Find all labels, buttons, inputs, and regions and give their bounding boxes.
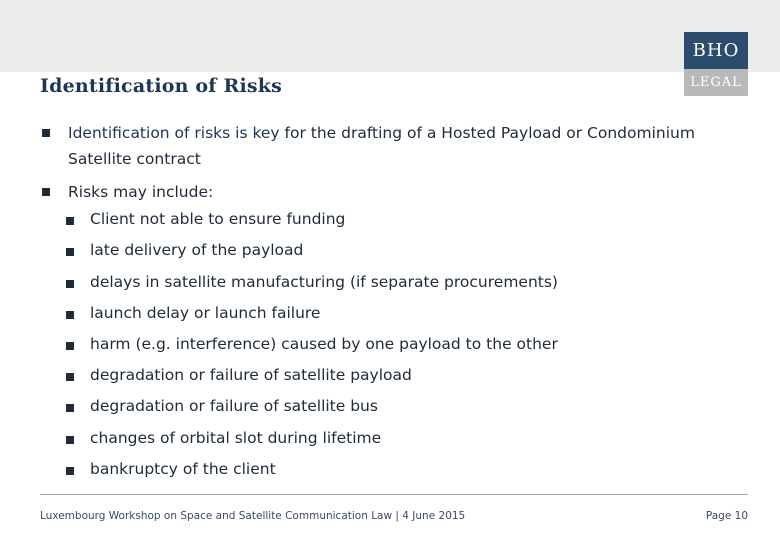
risk-text: harm (e.g. interference) caused by one payload to the other bbox=[90, 335, 558, 353]
risk-text: launch delay or launch failure bbox=[90, 304, 321, 322]
header-band bbox=[0, 0, 780, 72]
logo-upper: BHO bbox=[684, 32, 748, 69]
bho-legal-logo bbox=[684, 32, 748, 96]
square-bullet-icon bbox=[42, 188, 50, 196]
bullet-highlight: Identification of risks is key bbox=[68, 124, 280, 142]
risk-text: Client not able to ensure funding bbox=[90, 210, 346, 228]
bullet-text bbox=[68, 120, 758, 172]
square-bullet-icon bbox=[66, 404, 74, 412]
risk-text: degradation or failure of satellite payload bbox=[90, 366, 412, 384]
square-bullet-icon bbox=[42, 129, 50, 137]
risk-text: late delivery of the payload bbox=[90, 241, 304, 259]
bullet-rest: for the drafting of a Hosted Payload or Condominium Satellite contract bbox=[68, 124, 695, 168]
square-bullet-icon bbox=[66, 217, 74, 225]
page-number: Page 10 bbox=[705, 510, 748, 522]
slide-title: Identification of Risks bbox=[40, 75, 283, 97]
square-bullet-icon bbox=[66, 280, 74, 288]
footer-divider bbox=[40, 494, 748, 495]
bullet-text: Risks may include: bbox=[68, 183, 214, 201]
square-bullet-icon bbox=[66, 373, 74, 381]
risk-text: bankruptcy of the client bbox=[90, 460, 276, 478]
square-bullet-icon bbox=[66, 467, 74, 475]
risk-text: changes of orbital slot during lifetime bbox=[90, 429, 382, 447]
square-bullet-icon bbox=[66, 311, 74, 319]
risk-text: degradation or failure of satellite bus bbox=[90, 397, 378, 415]
square-bullet-icon bbox=[66, 436, 74, 444]
footer-event: Luxembourg Workshop on Space and Satellite Communication Law | 4 June 2015 bbox=[40, 510, 466, 522]
risk-text: delays in satellite manufacturing (if separate procurements) bbox=[90, 273, 558, 291]
square-bullet-icon bbox=[66, 342, 74, 350]
logo-lower: LEGAL bbox=[684, 69, 748, 96]
square-bullet-icon bbox=[66, 248, 74, 256]
